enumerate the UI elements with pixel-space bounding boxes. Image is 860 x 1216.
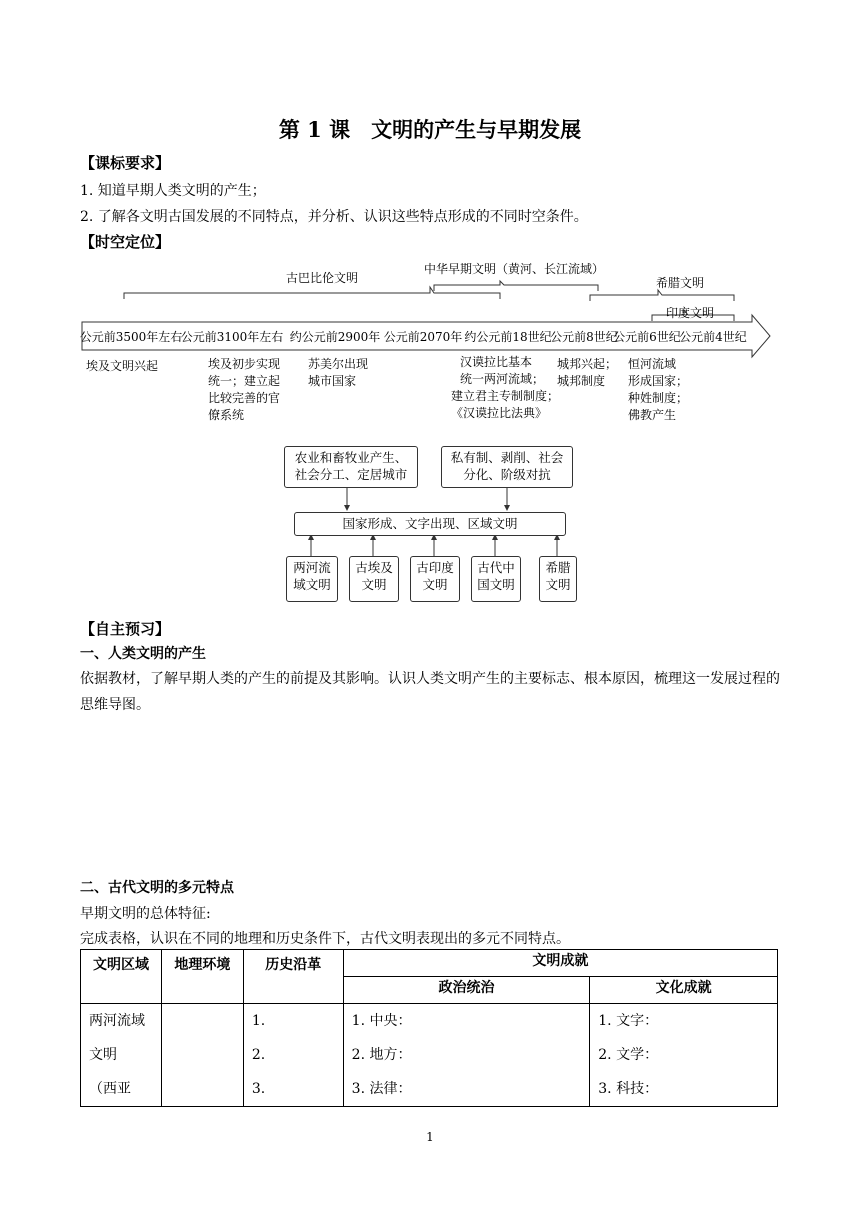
bracket-greece	[590, 290, 734, 301]
col-header-achievements: 文明成就	[343, 950, 777, 977]
col-header-geography: 地理环境	[161, 950, 243, 1004]
col-header-politics: 政治统治	[343, 977, 590, 1004]
event-india	[628, 356, 688, 422]
bracket-babylon	[124, 287, 500, 299]
svg-text:建立君主专制制度；: 建立君主专制制度；	[451, 389, 560, 403]
svg-text:《汉谟拉比法典》: 《汉谟拉比法典》	[451, 406, 548, 420]
curriculum-item-1: 1. 知道早期人类文明的产生；	[80, 183, 266, 199]
event-city-states	[557, 356, 617, 388]
svg-text:佛教产生: 佛教产生	[628, 408, 677, 422]
date-label-4: 公元前2070年	[383, 330, 463, 344]
svg-text:恒河流域: 恒河流域	[628, 357, 677, 371]
svg-text:比较完善的官: 比较完善的官	[208, 391, 281, 405]
cell-politics: 1. 中央： 2. 地方： 3. 法律：	[343, 1004, 590, 1107]
date-label-5: 约公元前18世纪	[464, 330, 552, 344]
col-header-region: 文明区域	[81, 950, 162, 1004]
flow-box-china: 古代中 国文明	[471, 556, 521, 602]
preview-heading: 【自主预习】	[80, 620, 171, 638]
svg-text:僚系统: 僚系统	[208, 408, 245, 422]
curriculum-item-2: 2. 了解各文明古国发展的不同特点，并分析、认识这些特点形成的不同时空条件。	[80, 209, 588, 225]
section-2-line-1: 早期文明的总体特征:	[80, 906, 211, 922]
page-title: 第 1 课 文明的产生与早期发展	[278, 117, 582, 142]
page-number: 1	[426, 1130, 434, 1144]
date-label-1: 公元前3500年左右	[79, 330, 183, 344]
event-hammurabi	[451, 354, 559, 420]
bracket-label-greece: 希腊文明	[655, 276, 705, 290]
date-label-2: 公元前3100年左右	[180, 330, 284, 344]
col-header-history: 历史沿革	[243, 950, 343, 1004]
bracket-label-india: 印度文明	[665, 306, 715, 320]
svg-text:统一两河流域；: 统一两河流域；	[460, 372, 545, 386]
date-label-7: 公元前6世纪	[613, 330, 681, 344]
timeline-heading: 【时空定位】	[80, 233, 171, 251]
table-row	[81, 1004, 778, 1107]
svg-text:城市国家: 城市国家	[308, 374, 357, 388]
civilization-table	[80, 949, 778, 1107]
date-label-3: 约公元前2900年	[289, 330, 381, 344]
col-header-culture: 文化成就	[590, 977, 778, 1004]
bracket-label-china: 中华早期文明（黄河、长江流域）	[423, 262, 605, 276]
svg-text:形成国家；: 形成国家；	[628, 374, 689, 388]
date-label-6: 公元前8世纪	[550, 330, 618, 344]
svg-text:城邦制度: 城邦制度	[557, 374, 606, 388]
bracket-china	[434, 281, 598, 291]
flow-box-egypt: 古埃及 文明	[349, 556, 399, 602]
flow-box-greece: 希腊 文明	[539, 556, 577, 602]
flow-box-india: 古印度 文明	[410, 556, 460, 602]
svg-text:苏美尔出现: 苏美尔出现	[308, 357, 369, 371]
timeline-diagram	[0, 255, 860, 435]
flow-box-state-formation: 国家形成、文字出现、区域文明	[294, 512, 566, 536]
cell-culture: 1. 文字： 2. 文学： 3. 科技：	[590, 1004, 778, 1107]
flow-box-mesopotamia: 两河流 域文明	[286, 556, 338, 602]
cell-geography	[161, 1004, 243, 1107]
event-egypt-unify	[208, 356, 280, 422]
flow-box-private-ownership: 私有制、剥削、社会 分化、阶级对抗	[441, 446, 573, 488]
event-egypt-rise: 埃及文明兴起	[86, 359, 159, 373]
date-label-8: 公元前4世纪	[679, 330, 747, 344]
section-1-text: 依据教材，了解早期人类的产生的前提及其影响。认识人类文明产生的主要标志、根本原因，梳理这一发展过程的思维导图。	[80, 671, 780, 713]
curriculum-heading: 【课标要求】	[80, 154, 171, 172]
bracket-label-babylon: 古巴比伦文明	[285, 271, 359, 285]
svg-text:汉谟拉比基本: 汉谟拉比基本	[460, 355, 533, 369]
section-2-line-2: 完成表格，认识在不同的地理和历史条件下，古代文明表现出的多元不同特点。	[80, 931, 570, 947]
cell-region: 两河流域 文明 （西亚	[81, 1004, 162, 1107]
svg-text:种姓制度；: 种姓制度；	[628, 391, 689, 405]
section-2-title: 二、古代文明的多元特点	[80, 880, 234, 896]
svg-text:城邦兴起；: 城邦兴起；	[557, 357, 618, 371]
svg-text:埃及初步实现: 埃及初步实现	[208, 357, 281, 371]
flow-box-agriculture: 农业和畜牧业产生、 社会分工、定居城市	[284, 446, 418, 488]
svg-text:统一；建立起: 统一；建立起	[208, 374, 281, 388]
cell-history: 1. 2. 3.	[243, 1004, 343, 1107]
event-sumer	[308, 356, 368, 388]
section-1-title: 一、人类文明的产生	[80, 646, 206, 662]
